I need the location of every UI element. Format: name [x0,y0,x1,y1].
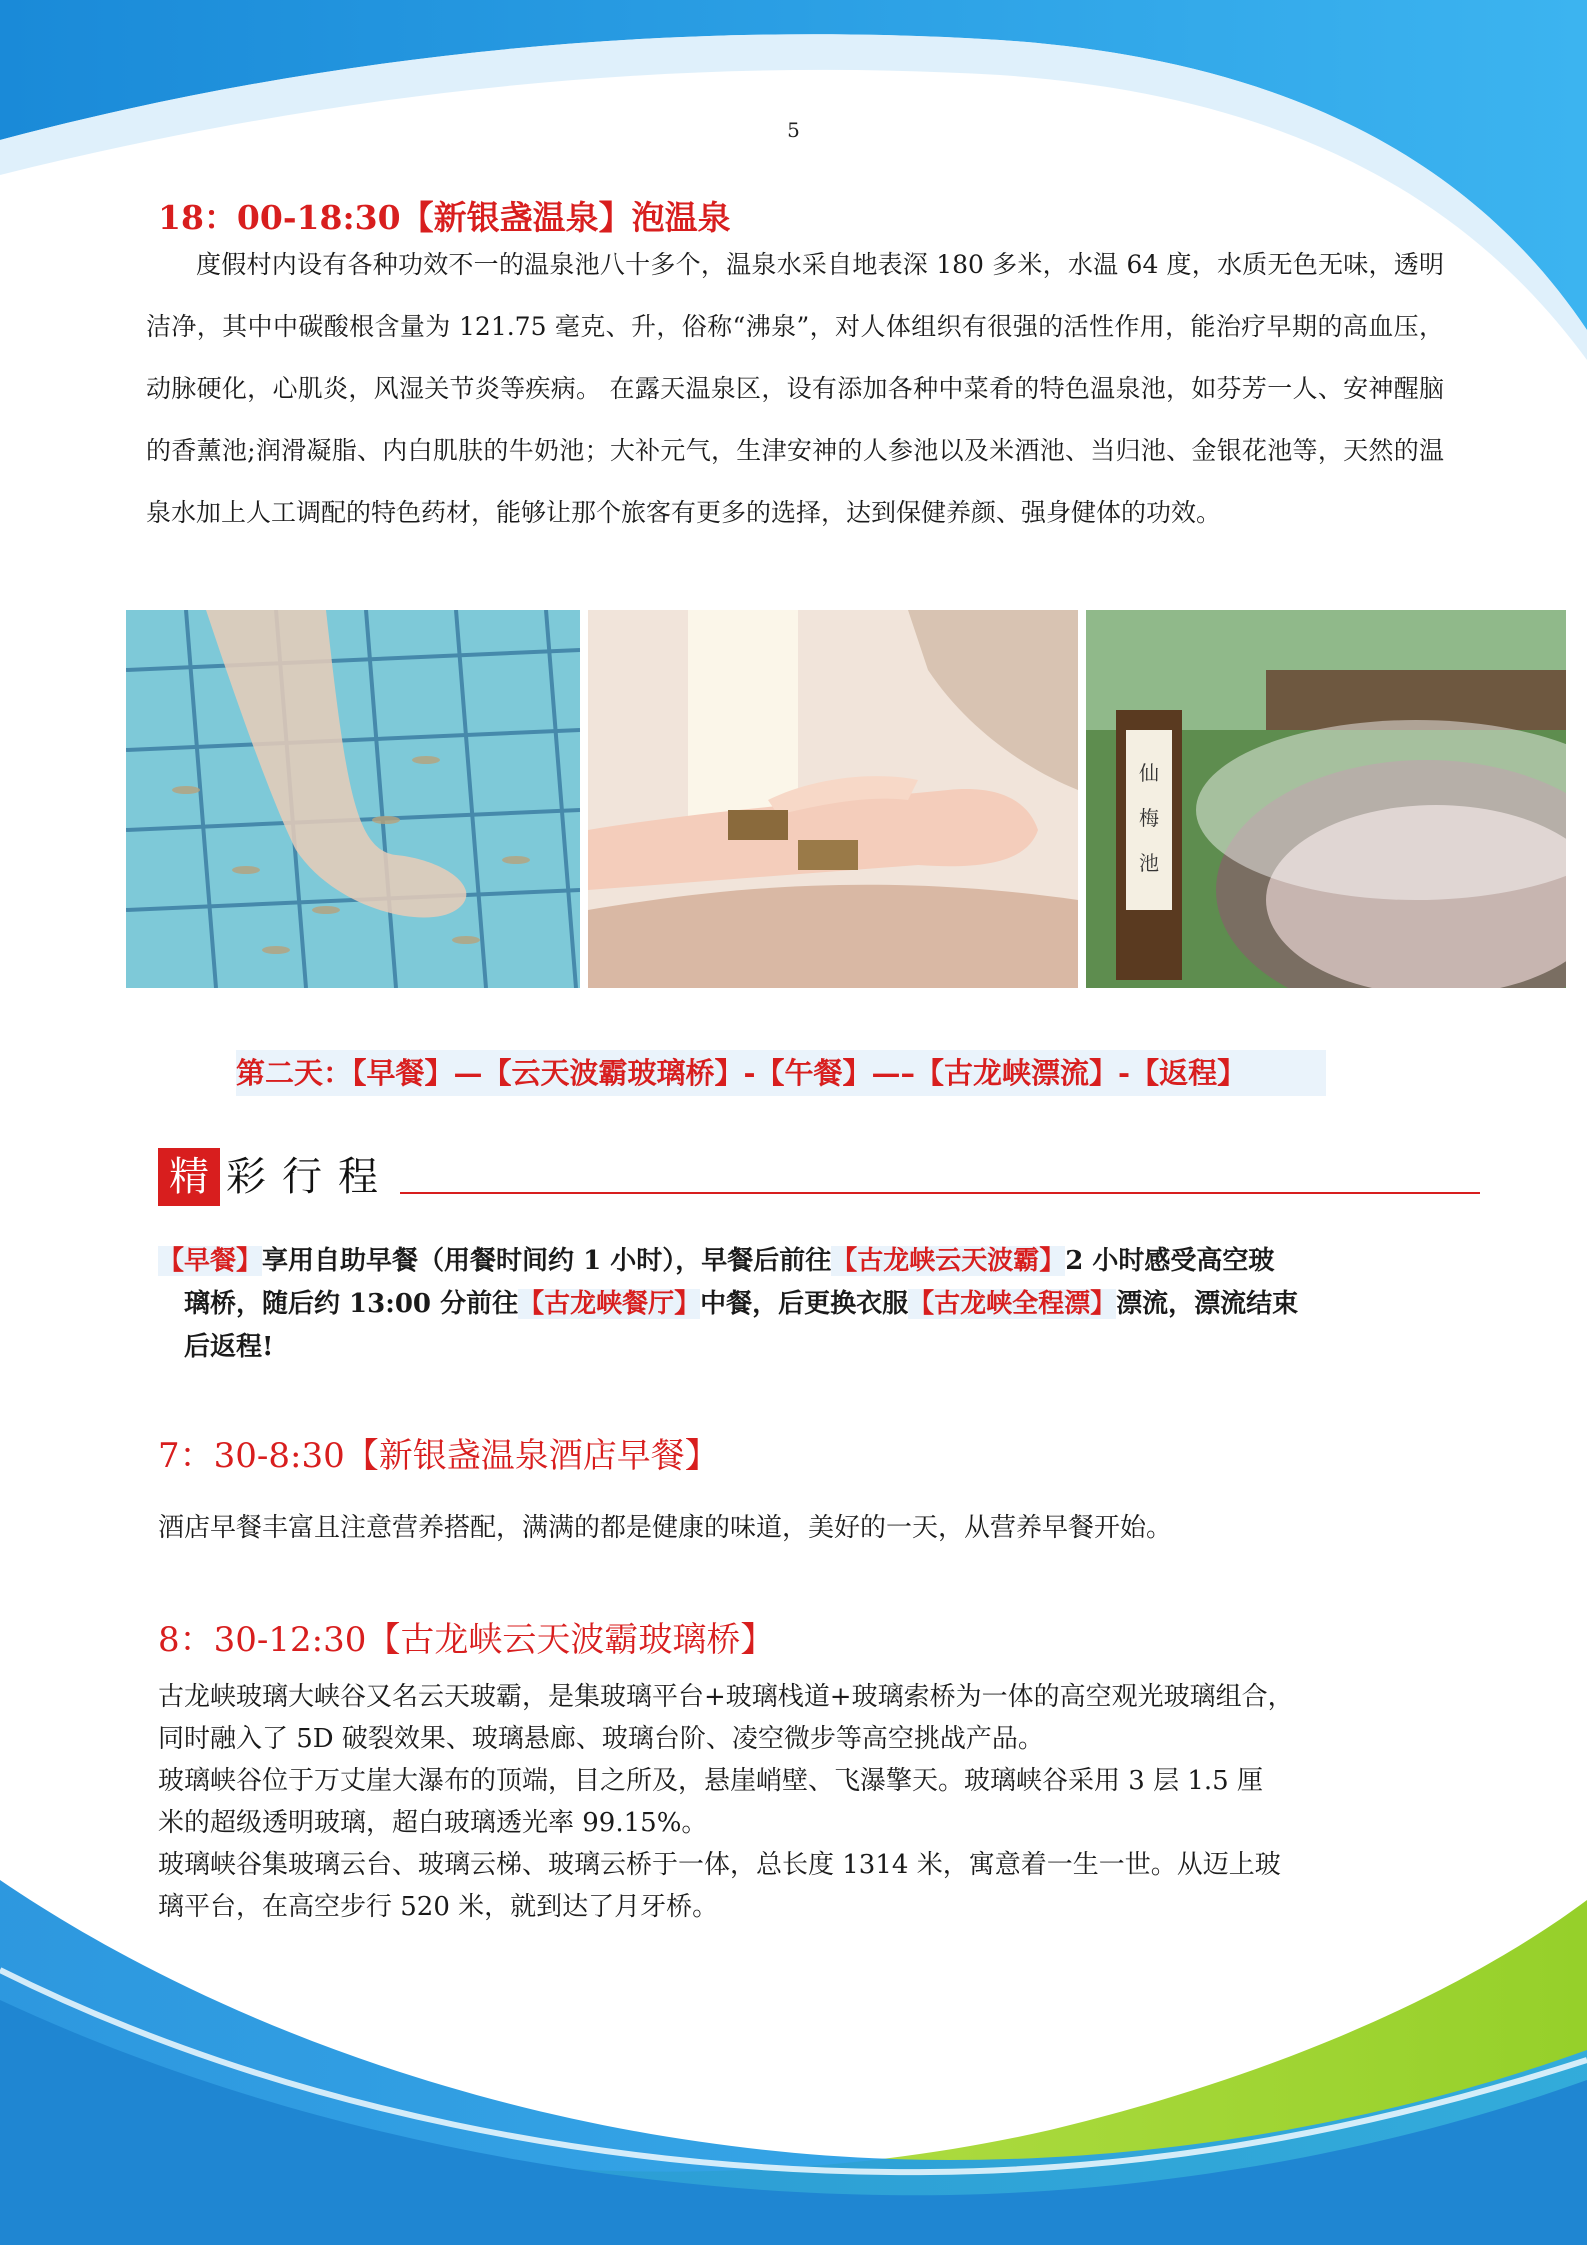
overview-text-2: 2 小时感受高空玻 [1065,1246,1275,1276]
overview-text-6: 后返程! [184,1332,274,1362]
section-title-hot-spring: 18：00-18:30【新银盏温泉】泡温泉 [158,198,731,237]
overview-text-1: 享用自助早餐（用餐时间约 1 小时），早餐后前往 [262,1246,832,1276]
overview-text-3: 璃桥，随后约 13:00 分前往 [184,1289,519,1319]
sign-char-3: 池 [1139,851,1159,875]
glass-bridge-line-4: 米的超级透明玻璃，超白玻璃透光率 99.15%。 [158,1808,708,1838]
section-header-rule [400,1192,1480,1194]
glass-bridge-line-5: 玻璃峡谷集玻璃云台、玻璃云梯、玻璃云桥于一体，总长度 1314 米，寓意着一生一世。从迈上玻 [158,1850,1281,1880]
photo-massage [588,610,1078,988]
section-title-breakfast: 7：30-8:30【新银盏温泉酒店早餐】 [158,1436,719,1476]
glass-bridge-line-2: 同时融入了 5D 破裂效果、玻璃悬廊、玻璃台阶、凌空微步等高空挑战产品。 [158,1724,1044,1754]
glass-bridge-line-3: 玻璃峡谷位于万丈崖大瀑布的顶端，目之所及，悬崖峭壁、飞瀑擎天。玻璃峡谷采用 3 层 1.5 厘 [158,1766,1263,1796]
overview-restaurant-tag: 【古龙峡餐厅】 [518,1289,701,1319]
overview-text-5: 漂流，漂流结束 [1116,1289,1299,1319]
glass-bridge-line-1: 古龙峡玻璃大峡谷又名云天玻霸，是集玻璃平台+玻璃栈道+玻璃索桥为一体的高空观光玻璃组合， [158,1682,1294,1712]
breakfast-text: 酒店早餐丰富且注意营养搭配，满满的都是健康的味道，美好的一天，从营养早餐开始。 [158,1513,1173,1543]
glass-bridge-description [158,1676,1458,1928]
glass-bridge-line-6: 璃平台，在高空步行 520 米，就到达了月牙桥。 [158,1892,719,1922]
section-header [158,1148,394,1206]
sign-char-1: 仙 [1139,761,1159,785]
overview-glass-bridge-tag: 【古龙峡云天波霸】 [831,1246,1066,1276]
section-header-rest: 彩行程 [226,1154,394,1200]
section-title-glass-bridge: 8：30-12:30【古龙峡云天波霸玻璃桥】 [158,1620,775,1660]
day2-banner: 第二天：【早餐】—【云天波霸玻璃桥】-【午餐】—–【古龙峡漂流】-【返程】 [236,1050,1326,1096]
photo-fish-spa [126,610,580,988]
sign-char-2: 梅 [1139,806,1159,830]
page-number: 5 [787,118,800,142]
overview-breakfast-tag: 【早餐】 [158,1246,263,1276]
day2-overview [158,1240,1408,1369]
overview-text-4: 中餐，后更换衣服 [700,1289,909,1319]
section-header-first-char: 精 [158,1148,220,1206]
photo-outdoor-pool [1086,610,1566,988]
overview-rafting-tag: 【古龙峡全程漂】 [908,1289,1117,1319]
hot-spring-paragraph: 度假村内设有各种功效不一的温泉池八十多个，温泉水采自地表深 180 多米，水温 64 度，水质无色无味，透明洁净，其中中碳酸根含量为 121.75 毫克、升，俗称“沸泉”，对人体组织有很强的活性作用，能治疗早期的高血压，动脉硬化，心肌炎，风湿关节炎等疾病。 在露天温泉区，设有添加各种中菜肴的特色温泉池，如芬芳一人、安神醒脑的香薰池;润滑凝脂、内白肌肤的牛奶池；大补元气，生津安神的人参池以及米酒池、当归池、金银花池等，天然的温泉水加上人工调配的特色药材，能够让那个旅客有更多的选择，达到保健养颜、强身健体的功效。 [146,250,1444,527]
